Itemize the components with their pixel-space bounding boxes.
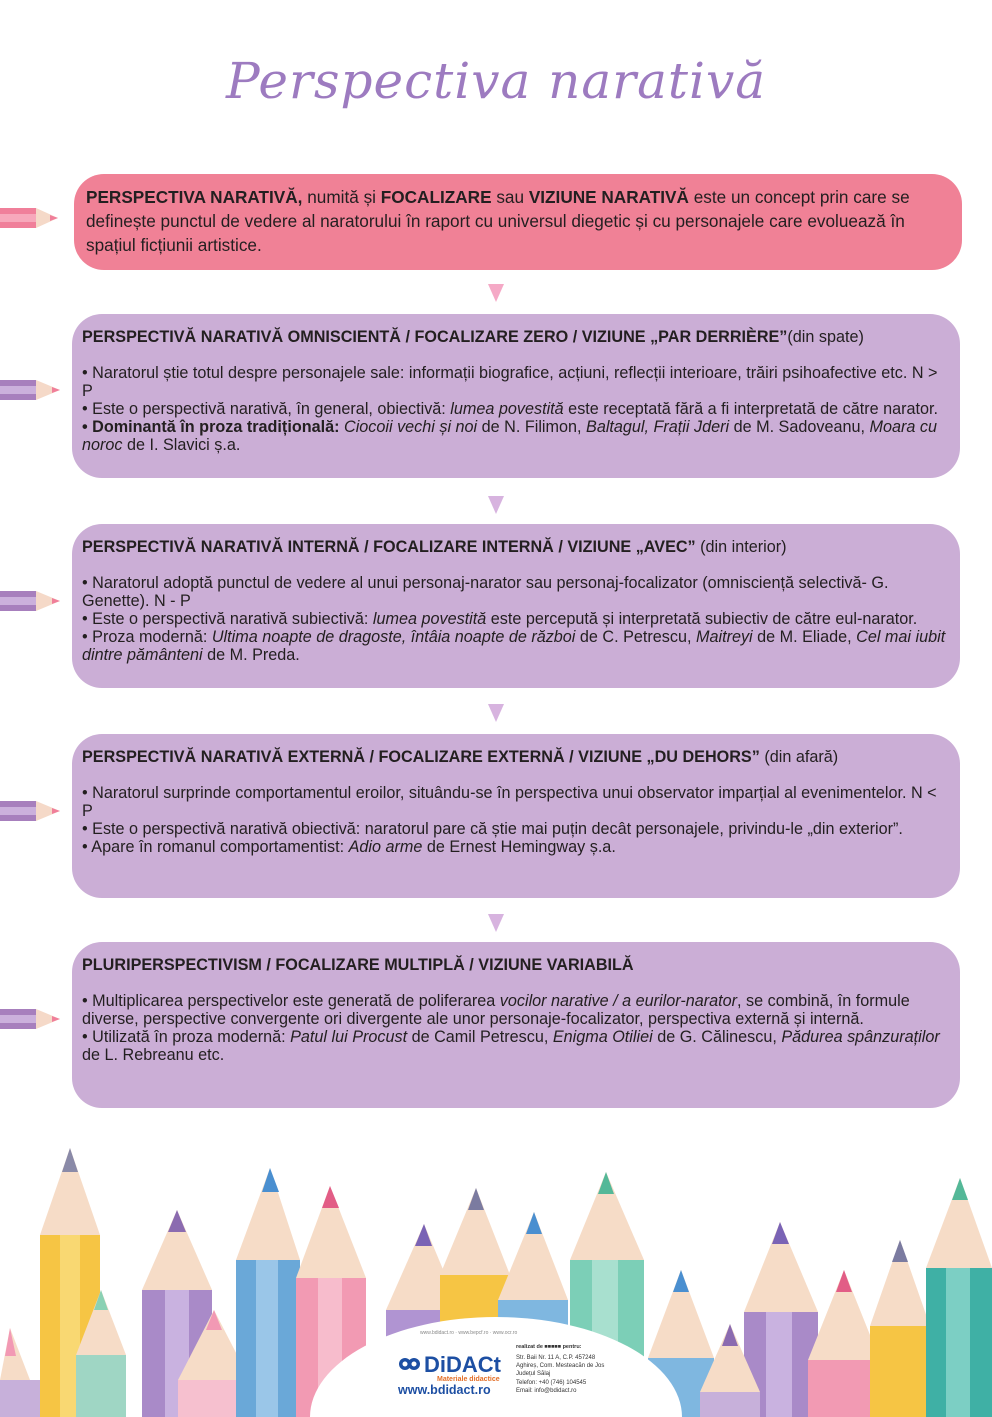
page-title: Perspectiva narativă [225,52,767,110]
logo-url[interactable]: www.bdidact.ro [398,1383,491,1397]
list-item: • Este o perspectivă narativă obiectivă: naratorul pare că știe mai puțin decât personajele, privindu-le „din exterior”. [82,820,903,838]
card-omniscient [72,314,960,478]
card-internal [72,524,960,688]
down-arrow-icon [488,284,504,302]
list-item: • Este o perspectivă narativă, în general, obiectivă: lumea povestită este receptată fără a fi interpretată de către narator. [82,400,939,418]
intro-box [74,174,962,270]
logo-address: Str. Baii Nr. 11 A, C.P. 457248 Aghireș, Com. Mesteacăn de Jos Județul Sălaj Telefon: +40 (746) 104545 Email: info@bdidact.ro [516,1355,605,1394]
logo-ring-text: www.bdidact.ro · www.bepcf.ro · www.ocr.ro [420,1330,518,1336]
list-item: • Utilizată în proza modernă: Patul lui Procust de Camil Petrescu, Enigma Otiliei de G. Călinescu, Pădurea spânzuraților de L. Rebreanu etc. [82,1028,940,1064]
list-item: • Multiplicarea perspectivelor este generată de poliferarea vocilor narative / a eurilor-narator, se combină, în formule diverse, perspective convergente ori divergente ale unor personaje-focalizator, perspectiva externă și internă. [82,992,910,1028]
list-item: • Proza modernă: Ultima noapte de dragoste, întâia noapte de război de C. Petrescu, Maitreyi de M. Eliade, Cel mai iubit dintre pământeni de M. Preda. [82,628,946,664]
logo-icon [398,1356,420,1376]
pencil-icon [0,1004,66,1034]
down-arrow-icon [488,496,504,514]
pencil-icon [0,796,66,826]
list-item: • Naratorul surprinde comportamentul eroilor, situându-se în perspectiva unui observator imparțial al evenimentelor. N < P [82,784,937,820]
down-arrow-icon [488,914,504,932]
list-item: • Naratorul știe totul despre personajele sale: informații biografice, acțiuni, reflecții interioare, trăiri psihoafective etc. N > P [82,364,938,400]
card-multiple [72,942,960,1108]
intro-text: PERSPECTIVA NARATIVĂ, numită și FOCALIZARE sau VIZIUNE NARATIVĂ este un concept prin care se definește punctul de vedere al naratorului în raport cu universul diegetic și cu personajele care evoluează în spațiul ficțiunii artistice. [86,187,910,255]
pencil-icon [0,203,64,233]
card-heading: PERSPECTIVĂ NARATIVĂ INTERNĂ / FOCALIZARE INTERNĂ / VIZIUNE „AVEC” (din interior) [82,538,787,556]
pencil-icon [0,375,66,405]
list-item: • Este o perspectivă narativă subiectivă: lumea povestită este percepută și interpretată subiectiv de către eul-narator. [82,610,918,628]
list-item: • Naratorul adoptă punctul de vedere al unui personaj-narator sau personaj-focalizator (omnisciență selectivă- G. Genette). N - P [82,574,889,610]
logo-name: DiDACt [424,1352,501,1377]
card-heading: PERSPECTIVĂ NARATIVĂ OMNISCIENTĂ / FOCALIZARE ZERO / VIZIUNE „PAR DERRIÈRE”(din spate) [82,328,864,346]
down-arrow-icon [488,704,504,722]
list-item: • Apare în romanul comportamentist: Adio arme de Ernest Hemingway ș.a. [82,838,616,856]
pencil-icon [0,586,66,616]
card-external [72,734,960,898]
logo-subtitle: Materiale didactice [437,1376,500,1383]
logo-made-for: realizat de ■■■■■ pentru: [516,1344,582,1350]
card-heading: PERSPECTIVĂ NARATIVĂ EXTERNĂ / FOCALIZARE EXTERNĂ / VIZIUNE „DU DEHORS” (din afară) [82,748,839,766]
list-item: • Dominantă în proza tradițională: Ciocoii vechi și noi de N. Filimon, Baltagul, Frații Jderi de M. Sadoveanu, Moara cu noroc de I. Slavici ș.a. [82,418,937,454]
card-heading: PLURIPERSPECTIVISM / FOCALIZARE MULTIPLĂ / VIZIUNE VARIABILĂ [82,956,634,974]
